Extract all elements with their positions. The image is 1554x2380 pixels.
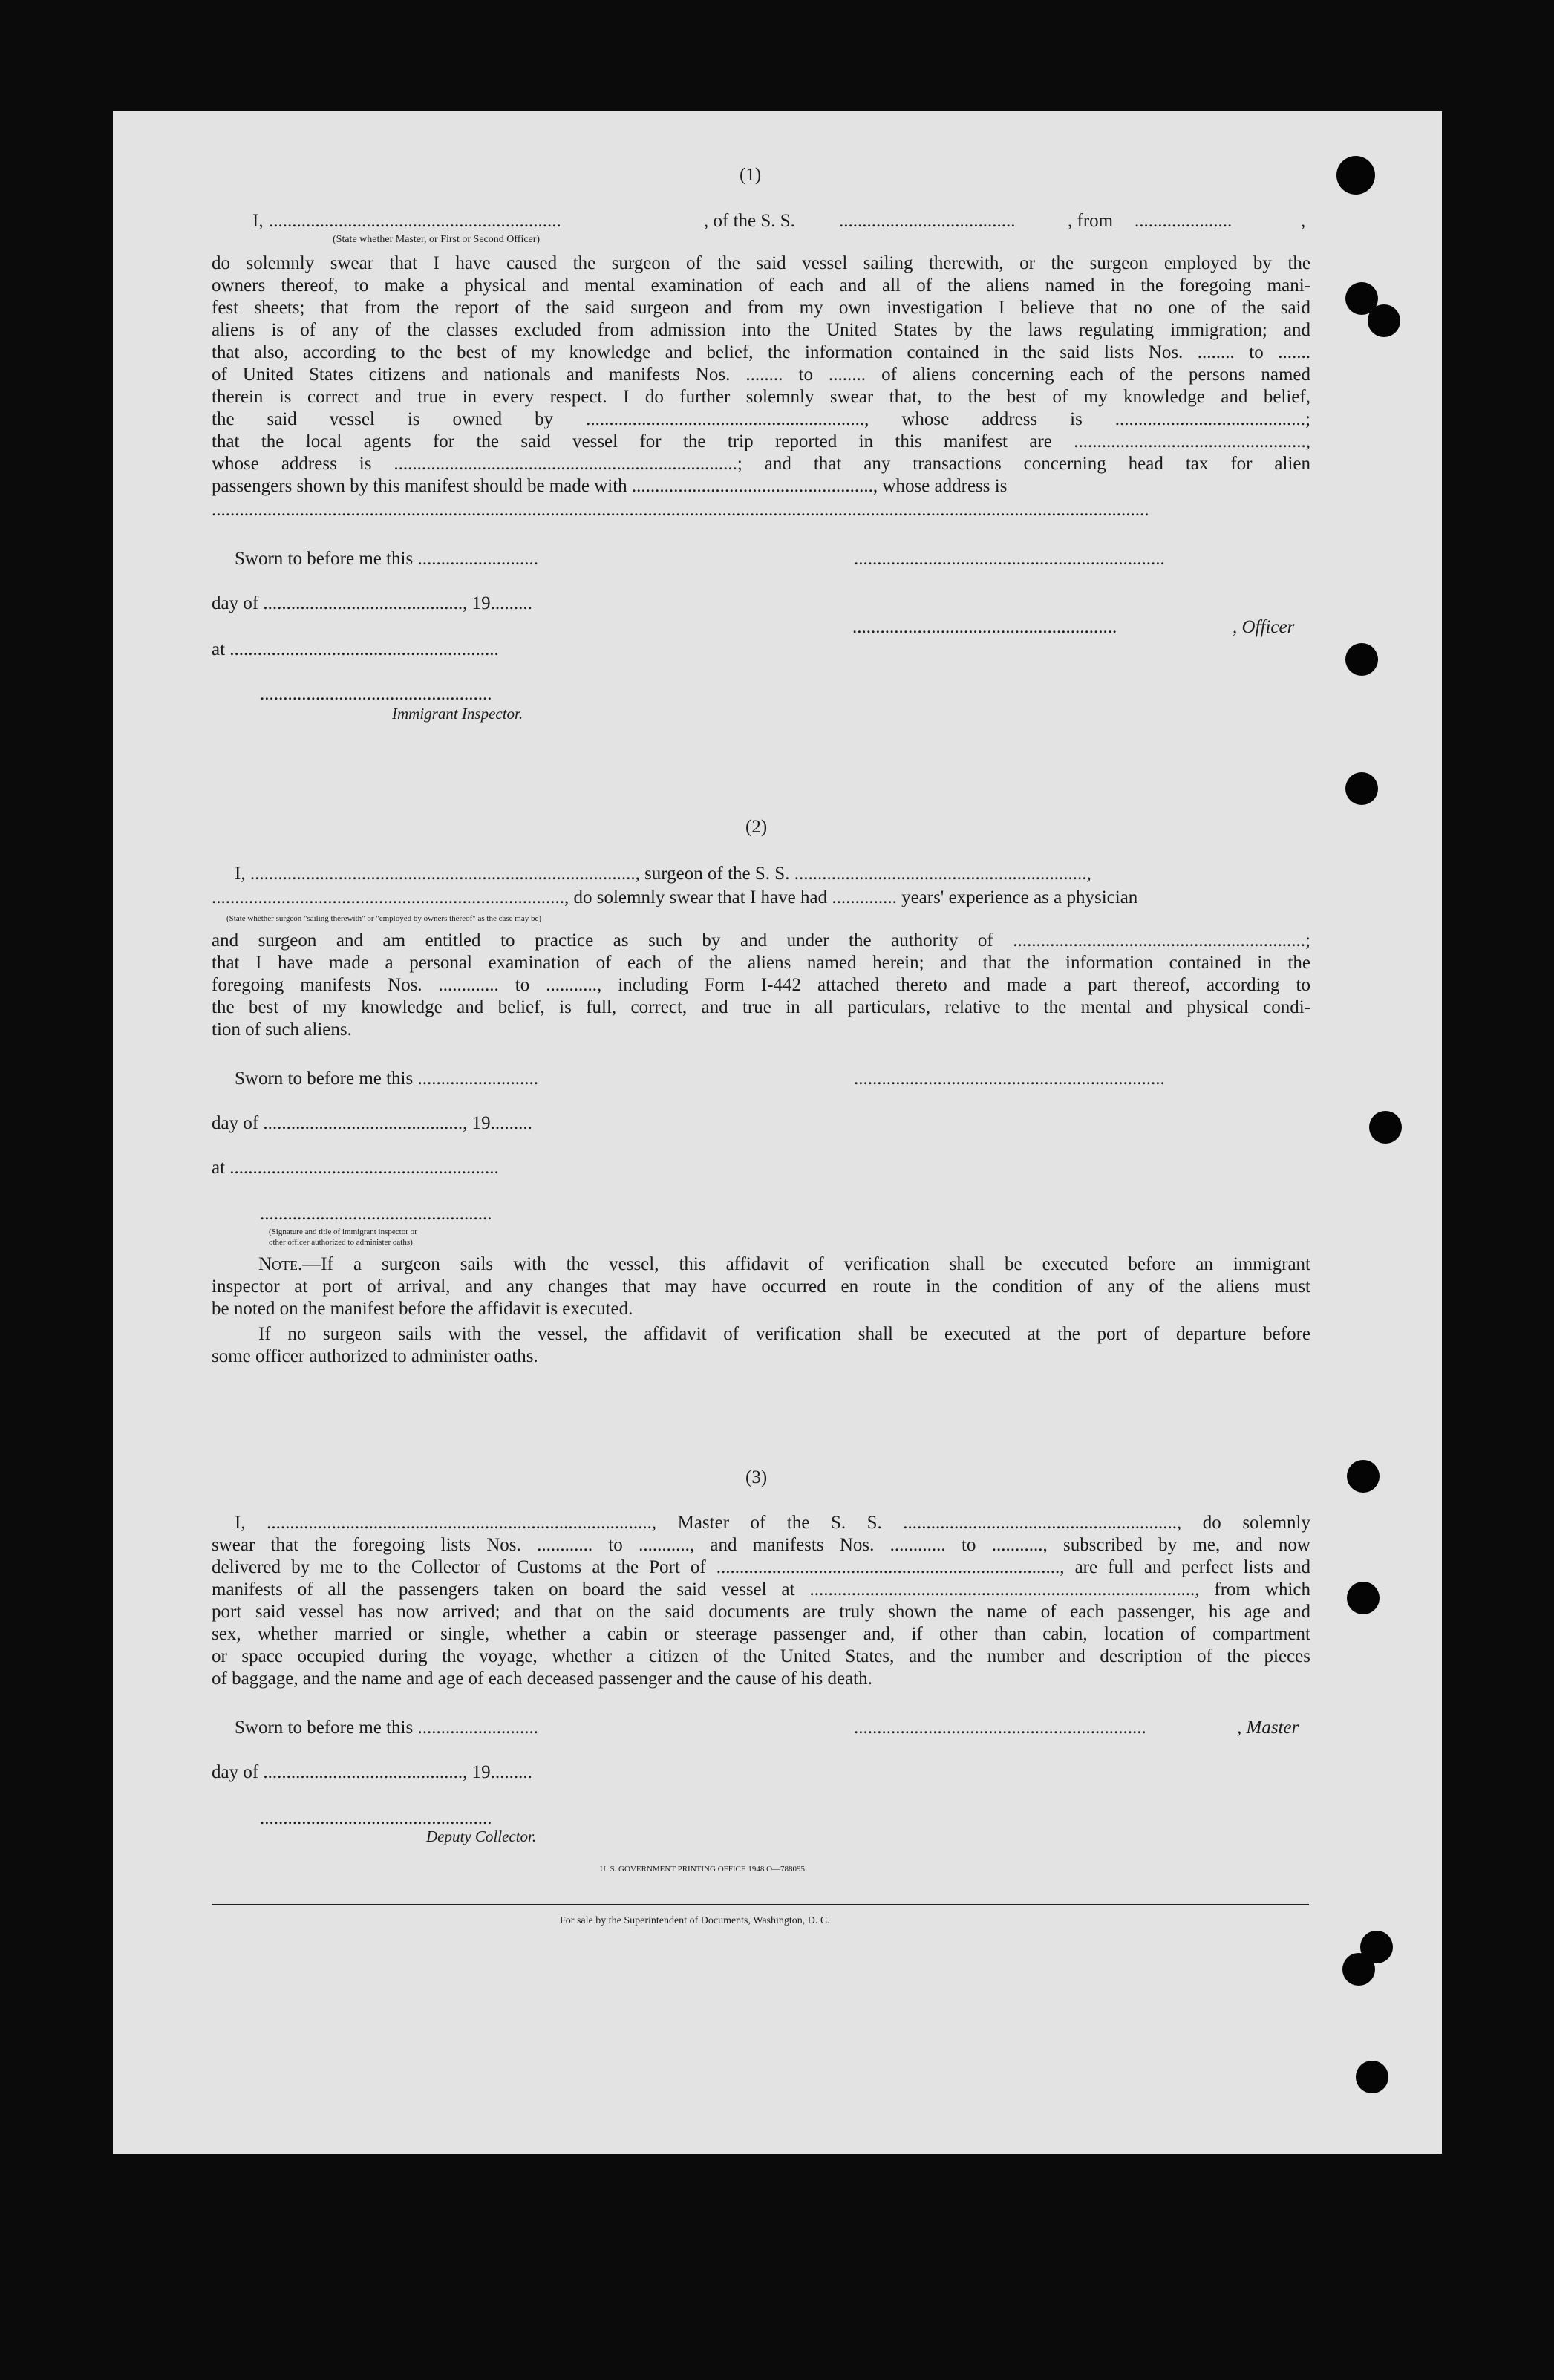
s3-l2: swear that the foregoing lists Nos. ............ to ..........., and manifests Nos. ............ to ..........., subscribed by me, and now xyxy=(212,1535,1310,1555)
s3-master-dots: ............................................................... xyxy=(854,1718,1146,1738)
sale-notice: For sale by the Superintendent of Documents, Washington, D. C. xyxy=(560,1915,830,1926)
s1-sworn: Sworn to before me this .......................... xyxy=(235,549,538,569)
s2-l1: and surgeon and am entitled to practice as such by and under the authority of ...............................................................; xyxy=(212,930,1310,951)
s1-inspector-dots: .................................................. xyxy=(260,684,492,704)
s3-l8: of baggage, and the name and age of each deceased passenger and the cause of his death. xyxy=(212,1669,872,1689)
s1-at: at .......................................................... xyxy=(212,639,499,659)
s1-l11: passengers shown by this manifest should be made with ...................................................., whose address is xyxy=(212,476,1008,496)
s3-l3: delivered by me to the Collector of Customs at the Port of .........................................................................., are full and perfect lists and xyxy=(212,1557,1310,1577)
s1-heading-dots-1: ............................................................... xyxy=(269,211,561,231)
s3-master: , Master xyxy=(1237,1718,1299,1738)
punch-hole-1 xyxy=(1336,156,1375,195)
s3-l4: manifests of all the passengers taken on board the said vessel at ..................................................................................., from which xyxy=(212,1579,1310,1600)
s2-note-5: some officer authorized to administer oaths. xyxy=(212,1346,538,1366)
punch-hole-5 xyxy=(1345,772,1378,805)
s2-note-3: be noted on the manifest before the affidavit is executed. xyxy=(212,1299,633,1319)
s1-l7: therein is correct and true in every respect. I do further solemnly swear that, to the best of my knowledge and belief, xyxy=(212,387,1310,407)
s1-heading-dots-3: ..................... xyxy=(1135,211,1233,231)
s1-heading-dots-2: ...................................... xyxy=(839,211,1016,231)
gpo-imprint: U. S. GOVERNMENT PRINTING OFFICE 1948 O—788095 xyxy=(600,1865,806,1874)
s1-officer-dots: ......................................................... xyxy=(852,617,1117,637)
s1-immigrant-inspector: Immigrant Inspector. xyxy=(392,705,523,723)
punch-hole-7 xyxy=(1347,1460,1380,1493)
s2-note-text: —If a surgeon sails with the vessel, this affidavit of verification shall be executed before an immigrant xyxy=(302,1254,1310,1274)
s3-sworn: Sworn to before me this .......................... xyxy=(235,1718,538,1738)
s1-l1: do solemnly swear that I have caused the surgeon of the said vessel sailing therewith, or the surgeon employed by the xyxy=(212,253,1310,273)
bottom-rule xyxy=(212,1904,1309,1905)
s3-deputy-dots: .................................................. xyxy=(260,1808,492,1828)
s1-dots-line: .......................................................................................................................................................................................................... xyxy=(212,500,1149,520)
s1-caption: (State whether Master, or First or Second Officer) xyxy=(333,234,541,245)
section-1-number: (1) xyxy=(740,165,762,185)
s3-l6: sex, whether married or single, whether a cabin or steerage passenger and, if other than cabin, location of compartment xyxy=(212,1624,1310,1644)
s1-heading-i: I, xyxy=(252,211,264,231)
s2-signature-dots: ................................................................... xyxy=(854,1069,1165,1089)
s1-l5: that also, according to the best of my knowledge and belief, the information contained in the said lists Nos. ........ to ....... xyxy=(212,342,1310,362)
s2-sworn: Sworn to before me this .......................... xyxy=(235,1069,538,1089)
s2-note-2: inspector at port of arrival, and any changes that may have occurred en route in the condition of any of the aliens must xyxy=(212,1277,1310,1297)
section-2-number: (2) xyxy=(745,817,768,837)
s1-l3: fest sheets; that from the report of the said surgeon and from my own investigation I believe that no one of the said xyxy=(212,298,1310,318)
s3-day: day of ..........................................., 19......... xyxy=(212,1762,532,1782)
s1-l2: owners thereof, to make a physical and mental examination of each and all of the aliens named in the foregoing mani- xyxy=(212,276,1310,296)
s2-note-4: If no surgeon sails with the vessel, the affidavit of verification shall be executed at the port of departure before xyxy=(258,1324,1310,1344)
s2-h1: I, ..................................................................................., surgeon of the S. S. ..............................................................., xyxy=(235,864,1091,884)
s1-l9: that the local agents for the said vessel for the trip reported in this manifest are .................................................., xyxy=(212,431,1310,451)
s3-l5: port said vessel has now arrived; and that on the said documents are truly shown the name of each passenger, his age and xyxy=(212,1602,1310,1622)
s2-l2: that I have made a personal examination of each of the aliens named herein; and that the information contained in the xyxy=(212,953,1310,973)
s1-heading-vessel: , of the S. S. xyxy=(704,211,795,231)
punch-hole-10 xyxy=(1342,1953,1375,1986)
s2-sig-caption-1: (Signature and title of immigrant inspector or xyxy=(269,1228,417,1236)
s1-l10: whose address is ..........................................................................; and that any transactions concerning head tax for alien xyxy=(212,454,1310,474)
s1-l6: of United States citizens and nationals and manifests Nos. ........ to ........ of aliens concerning each of the persons named xyxy=(212,365,1310,385)
s1-l8: the said vessel is owned by ............................................................, whose address is .........................................; xyxy=(212,409,1310,429)
s3-deputy-collector: Deputy Collector. xyxy=(426,1828,537,1845)
s2-sig-caption-2: other officer authorized to administer oaths) xyxy=(269,1238,413,1247)
s1-officer: , Officer xyxy=(1233,617,1295,637)
s1-l4: aliens is of any of the classes excluded from admission into the United States by the laws regulating immigration; and xyxy=(212,320,1310,340)
s2-l5: tion of such aliens. xyxy=(212,1020,352,1040)
punch-hole-4 xyxy=(1345,643,1378,676)
punch-hole-11 xyxy=(1356,2061,1388,2093)
s2-note-lead: Note. xyxy=(258,1254,303,1274)
section-3-number: (3) xyxy=(745,1467,768,1487)
s3-l1: I, ..................................................................................., Master of the S. S. ..........................................................., do solemnly xyxy=(235,1513,1310,1533)
s2-at: at .......................................................... xyxy=(212,1158,499,1178)
punch-hole-3 xyxy=(1368,304,1400,337)
s2-sig-dots: .................................................. xyxy=(260,1204,492,1224)
s2-l3: foregoing manifests Nos. ............. to ..........., including Form I-442 attached thereto and made a part thereof, according to xyxy=(212,975,1310,995)
s1-signature-dots: ................................................................... xyxy=(854,549,1165,569)
s1-heading-from: , from xyxy=(1068,211,1114,231)
s1-heading-end: , xyxy=(1301,211,1306,231)
s2-note-1 xyxy=(258,1253,1310,1277)
s2-l4: the best of my knowledge and belief, is full, correct, and true in all particulars, relative to the mental and physical condi- xyxy=(212,997,1310,1017)
s3-l7: or space occupied during the voyage, whether a citizen of the United States, and the number and description of the pieces xyxy=(212,1646,1310,1666)
s2-caption: (State whether surgeon "sailing therewith" or "employed by owners thereof" as the case may be) xyxy=(226,914,542,923)
s1-day: day of ..........................................., 19......... xyxy=(212,593,532,613)
s2-day: day of ..........................................., 19......... xyxy=(212,1113,532,1133)
punch-hole-6 xyxy=(1369,1111,1402,1144)
punch-hole-8 xyxy=(1347,1582,1380,1614)
s2-h2: ............................................................................, do solemnly swear that I have had .............. years' experience as a physician xyxy=(212,887,1138,907)
